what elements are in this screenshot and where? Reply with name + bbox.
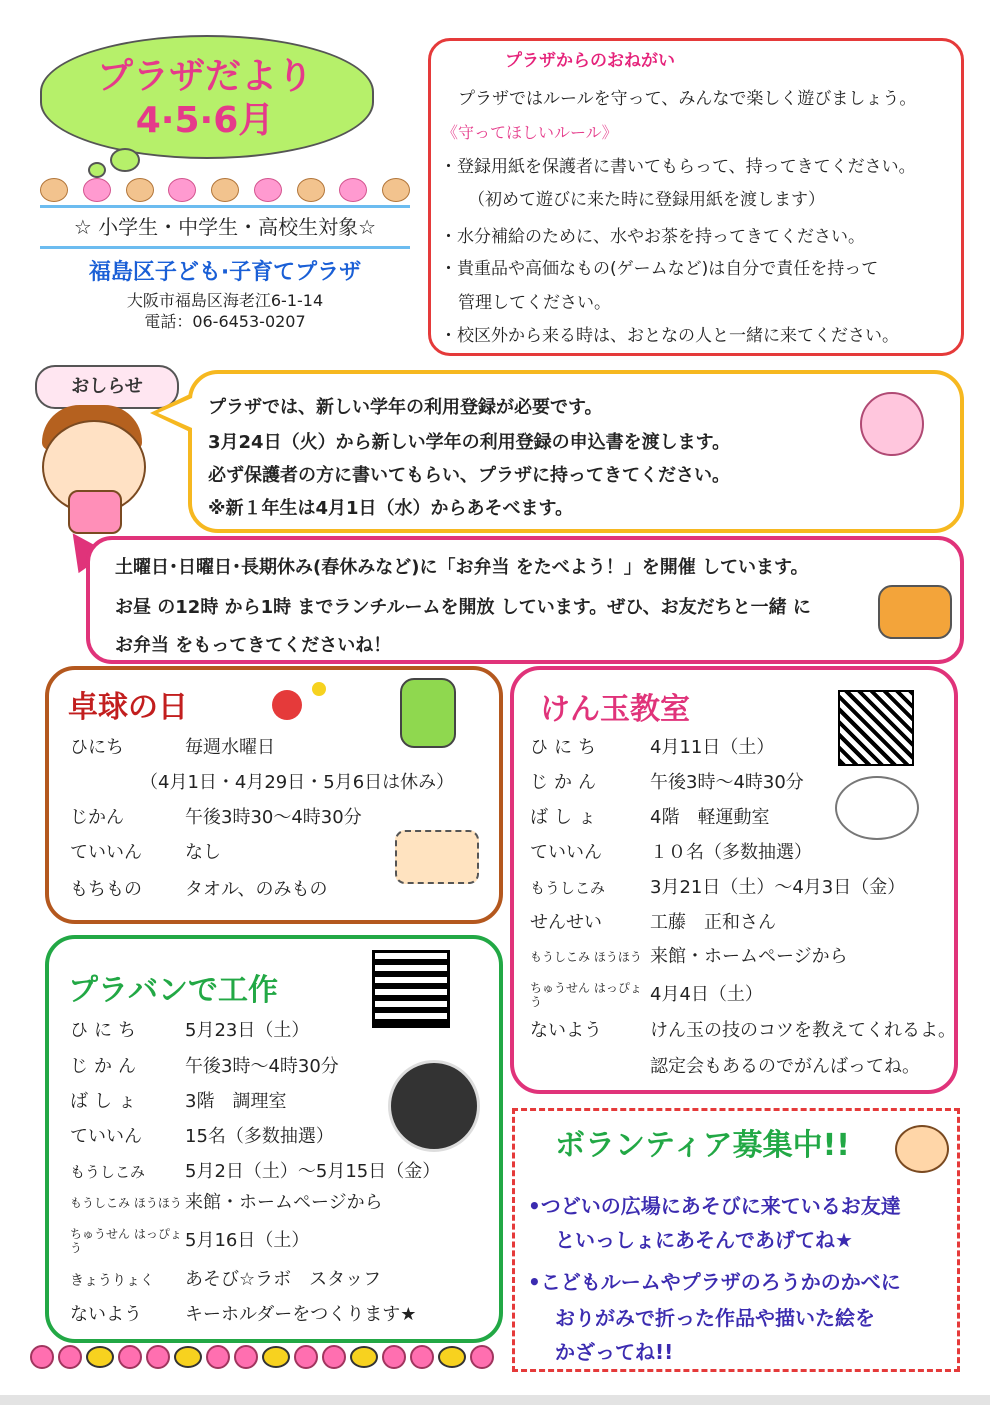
pingpong-title: 卓球の日 [68, 690, 188, 725]
pingpong-row-capacity: ていいん なし [70, 842, 221, 863]
craft-row-method: もうしこみ ほうほう 来館・ホームページから [70, 1192, 383, 1213]
rule-item: （初めて遊びに来た時に登録用紙を渡します） [468, 190, 825, 210]
kendama-row-time: じかん 午後3時～4時30分 [530, 772, 804, 793]
notice-line: 必ず保護者の方に書いてもらい、プラザに持ってきてください。 [208, 465, 730, 486]
girl-body [68, 490, 122, 534]
rule-item: ・校区外から来る時は、おとなの人と一緒に来てください。 [440, 326, 899, 346]
request-intro: プラザではルールを守って、みんなで楽しく遊びましょう。 [458, 89, 917, 109]
kid-face-icon [382, 178, 410, 202]
lunch-line: 土曜日･日曜日･長期休み(春休みなど)に「お弁当 をたべよう！」を開催 しています。 [115, 557, 809, 578]
flower-bee-border [30, 1342, 500, 1372]
bee-icon [438, 1346, 466, 1368]
rule-item: ・貴重品や高価なもの(ゲームなど)は自分で責任を持って [440, 259, 879, 279]
kendama-row-place: ばしょ 4階 軽運動室 [530, 807, 770, 828]
bee-icon [86, 1346, 114, 1368]
sakura-icon [860, 392, 924, 456]
notice-tail-inner [158, 398, 192, 428]
kid-face-icon [211, 178, 239, 202]
flower-icon [234, 1345, 258, 1369]
pingpong-row-items: もちもの タオル、のみもの [70, 879, 328, 900]
kendama-row-lottery: ちゅうせん はっぴょう 4月4日（土） [530, 981, 763, 1009]
newsletter-title: プラザだより 4·5·6月 [96, 56, 313, 141]
kendama-row-content: ないよう けん玉の技のコツを教えてくれるよ。 [530, 1020, 956, 1041]
craft-row-capacity: ていいん 15名（多数抽選） [70, 1126, 334, 1147]
volunteer-line: といっしょにあそんであげてね★ [555, 1228, 853, 1252]
bee-icon [350, 1346, 378, 1368]
pingpong-row-date: ひにち 毎週水曜日 [70, 737, 275, 758]
kid-face-icon [297, 178, 325, 202]
phone: 電話：06-6453-0207 [144, 312, 306, 331]
contact-info [40, 290, 410, 332]
address: 大阪市福島区海老江6-1-14 [126, 291, 324, 310]
flower-icon [294, 1345, 318, 1369]
flower-icon [30, 1345, 54, 1369]
keychain-photo [388, 1060, 480, 1152]
qr-code[interactable] [372, 950, 450, 1028]
kendama-row-capacity: ていいん １０名（多数抽選） [530, 842, 812, 863]
rabbit-kendama-illustration [835, 776, 919, 840]
ball-icon [312, 682, 326, 696]
flower-icon [118, 1345, 142, 1369]
exercise-kids-illustration [395, 830, 479, 884]
volunteer-line: かざってね!! [555, 1340, 674, 1364]
notice-line: ※新１年生は4月1日（水）からあそべます。 [208, 498, 574, 519]
volunteer-line: おりがみで折った作品や描いた絵を [555, 1306, 875, 1330]
craft-row-date: ひにち 5月23日（土） [70, 1020, 310, 1041]
craft-row-place: ばしょ 3階 調理室 [70, 1091, 287, 1112]
kendama-row-method: もうしこみ ほうほう 来館・ホームページから [530, 946, 848, 967]
flower-icon [339, 178, 367, 202]
craft-row-time: じかん 午後3時～4時30分 [70, 1056, 339, 1077]
notice-line: プラザでは、新しい学年の利用登録が必要です。 [208, 397, 603, 418]
flower-icon [254, 178, 282, 202]
lunch-line: お昼 の12時 から1時 までランチルームを開放 しています。ぜひ、お友だちと一緒 に [115, 597, 811, 618]
flower-icon [322, 1345, 346, 1369]
volunteer-line: •こどもルームやプラザのろうかのかべに [528, 1270, 901, 1294]
notice-badge: おしらせ [35, 365, 179, 409]
bento-icon [878, 585, 952, 639]
flower-icon [410, 1345, 434, 1369]
kendama-row-apply: もうしこみ 3月21日（土）～4月3日（金） [530, 877, 906, 898]
cloud-bubble [110, 148, 140, 172]
rule-item: ・水分補給のために、水やお茶を持ってきてください。 [440, 227, 865, 247]
flower-icon [470, 1345, 494, 1369]
volunteer-title: ボランティア募集中!! [555, 1128, 850, 1163]
pingpong-row-time: じかん 午後3時30～4時30分 [70, 807, 362, 828]
flower-icon [382, 1345, 406, 1369]
kids-faces-decoration [40, 178, 410, 204]
rules-heading: 《守ってほしいルール》 [442, 123, 618, 142]
bee-icon [262, 1346, 290, 1368]
rule-item: ・登録用紙を保護者に書いてもらって、持ってきてください。 [440, 157, 916, 177]
notice-line: 3月24日（火）から新しい学年の利用登録の申込書を渡します。 [208, 432, 731, 453]
kid-face-icon [40, 178, 68, 202]
kendama-row-teacher: せんせい 工藤 正和さん [530, 912, 776, 933]
kendama-title: けん玉教室 [540, 692, 690, 727]
flower-icon [83, 178, 111, 202]
qr-code[interactable] [838, 690, 914, 766]
rule-item: 管理してください。 [458, 293, 611, 313]
flower-icon [58, 1345, 82, 1369]
craft-row-cooperation: きょうりょく あそび☆ラボ スタッフ [70, 1269, 382, 1290]
flower-icon [146, 1345, 170, 1369]
animals-illustration [895, 1125, 949, 1173]
org-name: 福島区子ども·子育てプラザ [88, 260, 362, 285]
bee-icon [174, 1346, 202, 1368]
craft-title: プラバンで工作 [68, 973, 278, 1008]
craft-row-lottery: ちゅうせん はっぴょう 5月16日（土） [70, 1227, 310, 1255]
craft-row-apply: もうしこみ 5月2日（土）～5月15日（金） [70, 1161, 441, 1182]
pingpong-row-holidays: （4月1日・4月29日・5月6日は休み） [140, 772, 455, 793]
flower-icon [206, 1345, 230, 1369]
craft-row-content: ないよう キーホルダーをつくります★ [70, 1304, 417, 1325]
page-bottom-bar [0, 1395, 990, 1405]
flower-icon [168, 178, 196, 202]
lunch-line: お弁当 をもってきてくださいね！ [115, 635, 392, 656]
kendama-row-content-2: 認定会もあるのでがんばってね。 [650, 1056, 920, 1077]
paddle-icon [272, 690, 302, 720]
cloud-bubble [88, 162, 106, 178]
request-title: プラザからのおねがい [505, 51, 675, 71]
player-illustration [400, 678, 456, 748]
kid-face-icon [126, 178, 154, 202]
target-audience: ☆ 小学生・中学生・高校生対象☆ [40, 205, 410, 249]
kendama-row-date: ひにち 4月11日（土） [530, 737, 775, 758]
volunteer-line: •つどいの広場にあそびに来ているお友達 [528, 1194, 901, 1218]
